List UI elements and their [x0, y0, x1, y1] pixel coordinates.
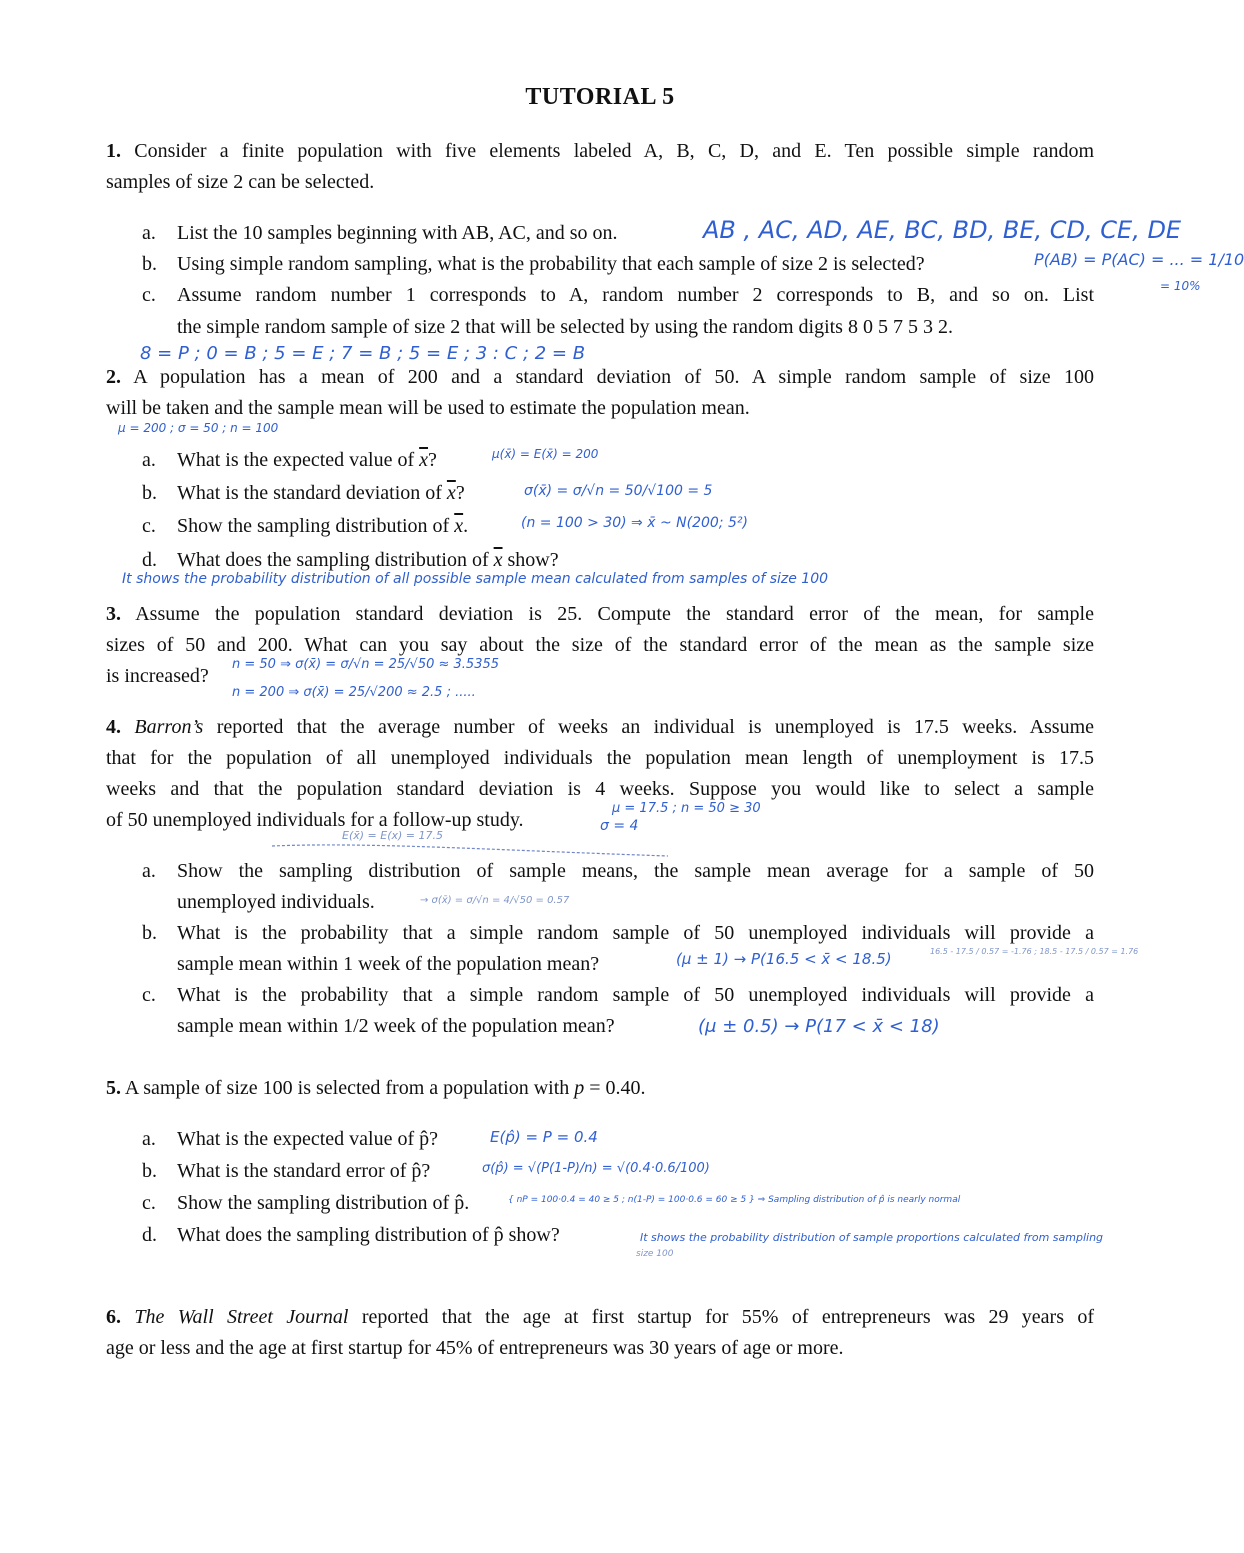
q5-line1: 5. A sample of size 100 is selected from a population with p = 0.40. [106, 1077, 646, 1099]
q3-handwritten-answer-1: n = 50 ⇒ σ(x̄) = σ/√n = 25/√50 ≈ 3.5355 [232, 657, 500, 672]
q5a-label: a. [142, 1128, 156, 1150]
q4-handwritten-given-1: μ = 17.5 ; n = 50 ≥ 30 [612, 801, 761, 816]
q4-text-1: reported that the average number of weeks an individual is unemployed is 17.5 weeks. Assume [203, 716, 1095, 738]
x-bar-symbol: $\overline{x}$ [446, 482, 456, 504]
q4c-text-1: What is the probability that a simple random sample of 50 unemployed individuals will provide a [177, 984, 1094, 1006]
q2c-handwritten-answer: (n = 100 > 30) ⇒ x̄ ~ N(200; 5²) [521, 515, 748, 531]
q5d-handwritten-answer: It shows the probability distribution of sample proportions calculated from sampling [640, 1231, 1104, 1244]
q5c-label: c. [142, 1192, 156, 1214]
x-bar-symbol: $\overline{x}$ [454, 515, 464, 537]
q1a-text: List the 10 samples beginning with AB, AC, and so on. [177, 222, 618, 244]
q2d-text: What does the sampling distribution of $\overline{x}$ show? [177, 549, 559, 571]
q6-number: 6. [106, 1306, 121, 1328]
q5d-label: d. [142, 1224, 157, 1246]
q1b-label: b. [142, 253, 157, 275]
q4-line2: that for the population of all unemployed individuals the population mean length of unemployment is 17.5 [106, 747, 1094, 769]
q2-handwritten-given: μ = 200 ; σ = 50 ; n = 100 [118, 421, 279, 435]
q4b-text-2: sample mean within 1 week of the population mean? [177, 953, 600, 975]
q3-number: 3. [106, 603, 121, 625]
q1-line2: samples of size 2 can be selected. [106, 171, 375, 193]
q6-line1 [106, 1306, 1094, 1328]
q5b-handwritten-answer: σ(p̂) = √(P(1-P)/n) = √(0.4·0.6/100) [482, 1161, 710, 1176]
q1a-handwritten-answer: AB , AC, AD, AE, BC, BD, BE, CD, CE, DE [703, 216, 1182, 244]
q2a-label: a. [142, 449, 156, 471]
x-bar-symbol: $\overline{x}$ [493, 549, 503, 571]
q1b-handwritten-answer: P(AB) = P(AC) = ... = 1/10 [1034, 250, 1244, 269]
q4-source: Barron’s [134, 716, 204, 738]
q1b-text: Using simple random sampling, what is the probability that each sample of size 2 is selected? [177, 253, 925, 275]
q6-line2: age or less and the age at first startup for 45% of entrepreneurs was 30 years of age or more. [106, 1337, 844, 1359]
q4b-handwritten-answer: (μ ± 1) → P(16.5 < x̄ < 18.5) [676, 950, 892, 968]
q5b-text: What is the standard error of p̂? [177, 1160, 431, 1182]
q5d-handwritten-answer-2: size 100 [636, 1249, 674, 1259]
q4-number: 4. [106, 716, 121, 738]
q5c-text: Show the sampling distribution of p̂. [177, 1192, 470, 1214]
q4-line1 [106, 716, 1094, 738]
q5-number: 5. [106, 1077, 121, 1099]
q5d-text: What does the sampling distribution of p̂ show? [177, 1224, 560, 1246]
q2a-text: What is the expected value of $\overline{x}$? [177, 449, 437, 471]
q4b-handwritten-work: 16.5 - 17.5 / 0.57 = -1.76 ; 18.5 - 17.5 / 0.57 = 1.76 [930, 947, 1139, 956]
page-title: TUTORIAL 5 [525, 84, 675, 110]
q2b-label: b. [142, 482, 157, 504]
q4-handwritten-given-2: σ = 4 [600, 818, 639, 834]
q4c-text-2: sample mean within 1/2 week of the population mean? [177, 1015, 615, 1037]
q1c-text-1: Assume random number 1 corresponds to A, random number 2 corresponds to B, and so on. List [177, 284, 1094, 306]
q4c-handwritten-answer: (μ ± 0.5) → P(17 < x̄ < 18) [698, 1016, 940, 1037]
x-bar-symbol: $\overline{x}$ [419, 449, 429, 471]
q1-number: 1. [106, 140, 121, 162]
q1c-text-2: the simple random sample of size 2 that will be selected by using the random digits 8 0 5 7 5 3 2. [177, 316, 953, 338]
q4-line3: weeks and that the population standard deviation is 4 weeks. Suppose you would like to select a sample [106, 778, 1094, 800]
q2c-text: Show the sampling distribution of $\overline{x}$. [177, 515, 469, 537]
q6-text-1: reported that the age at first startup for 55% of entrepreneurs was 29 years of [348, 1306, 1095, 1328]
q2d-handwritten-answer: It shows the probability distribution of all possible sample mean calculated from samples of size 100 [122, 571, 829, 587]
q2a-handwritten-answer: μ(x̄) = E(x̄) = 200 [492, 447, 599, 461]
q3-line3: is increased? [106, 665, 209, 687]
handwritten-underline [270, 840, 670, 860]
q1b-handwritten-percent: = 10% [1160, 279, 1201, 293]
q5a-handwritten-answer: E(p̂) = P = 0.4 [490, 1128, 598, 1146]
q4b-text-1: What is the probability that a simple random sample of 50 unemployed individuals will provide a [177, 922, 1094, 944]
q4-handwritten-given-3: E(x̄) = E(x) = 17.5 [342, 829, 443, 842]
q2b-text: What is the standard deviation of $\overline{x}$? [177, 482, 465, 504]
q4a-text-2: unemployed individuals. [177, 891, 375, 913]
q3-text-1: Assume the population standard deviation is 25. Compute the standard error of the mean, for sample [135, 603, 1094, 625]
q3-line2: sizes of 50 and 200. What can you say about the size of the standard error of the mean as the sample size [106, 634, 1094, 656]
q6-source: The Wall Street Journal [134, 1306, 349, 1328]
q1c-handwritten-answer: 8 = P ; 0 = B ; 5 = E ; 7 = B ; 5 = E ; 3 : C ; 2 = B [140, 343, 586, 364]
q4a-text-1: Show the sampling distribution of sample means, the sample mean average for a sample of 50 [177, 860, 1094, 882]
q1c-label: c. [142, 284, 156, 306]
q4-line4: of 50 unemployed individuals for a follow-up study. [106, 809, 524, 831]
q2b-handwritten-answer: σ(x̄) = σ/√n = 50/√100 = 5 [524, 483, 713, 499]
q2-number: 2. [106, 366, 121, 388]
q1a-label: a. [142, 222, 156, 244]
q4a-label: a. [142, 860, 156, 882]
q2c-label: c. [142, 515, 156, 537]
q3-line1 [106, 603, 1094, 625]
q2-text-1: A population has a mean of 200 and a standard deviation of 50. A simple random sample of size 100 [133, 366, 1094, 388]
q5a-text: What is the expected value of p̂? [177, 1128, 438, 1150]
q1-line1 [106, 140, 1094, 162]
q4b-label: b. [142, 922, 157, 944]
q2-line1 [106, 366, 1094, 388]
q2-line2: will be taken and the sample mean will be used to estimate the population mean. [106, 397, 750, 419]
q1-text-1: Consider a finite population with five elements labeled A, B, C, D, and E. Ten possible simple random [134, 140, 1095, 162]
q4a-handwritten-answer: → σ(x̄) = σ/√n = 4/√50 = 0.57 [420, 895, 570, 906]
q2d-label: d. [142, 549, 157, 571]
q5c-handwritten-answer: { nP = 100·0.4 = 40 ≥ 5 ; n(1-P) = 100·0.6 = 60 ≥ 5 } ⇒ Sampling distribution of p̂ is nearly normal [508, 1195, 961, 1205]
q4c-label: c. [142, 984, 156, 1006]
q5b-label: b. [142, 1160, 157, 1182]
q3-handwritten-answer-2: n = 200 ⇒ σ(x̄) = 25/√200 ≈ 2.5 ; ..... [232, 685, 476, 700]
